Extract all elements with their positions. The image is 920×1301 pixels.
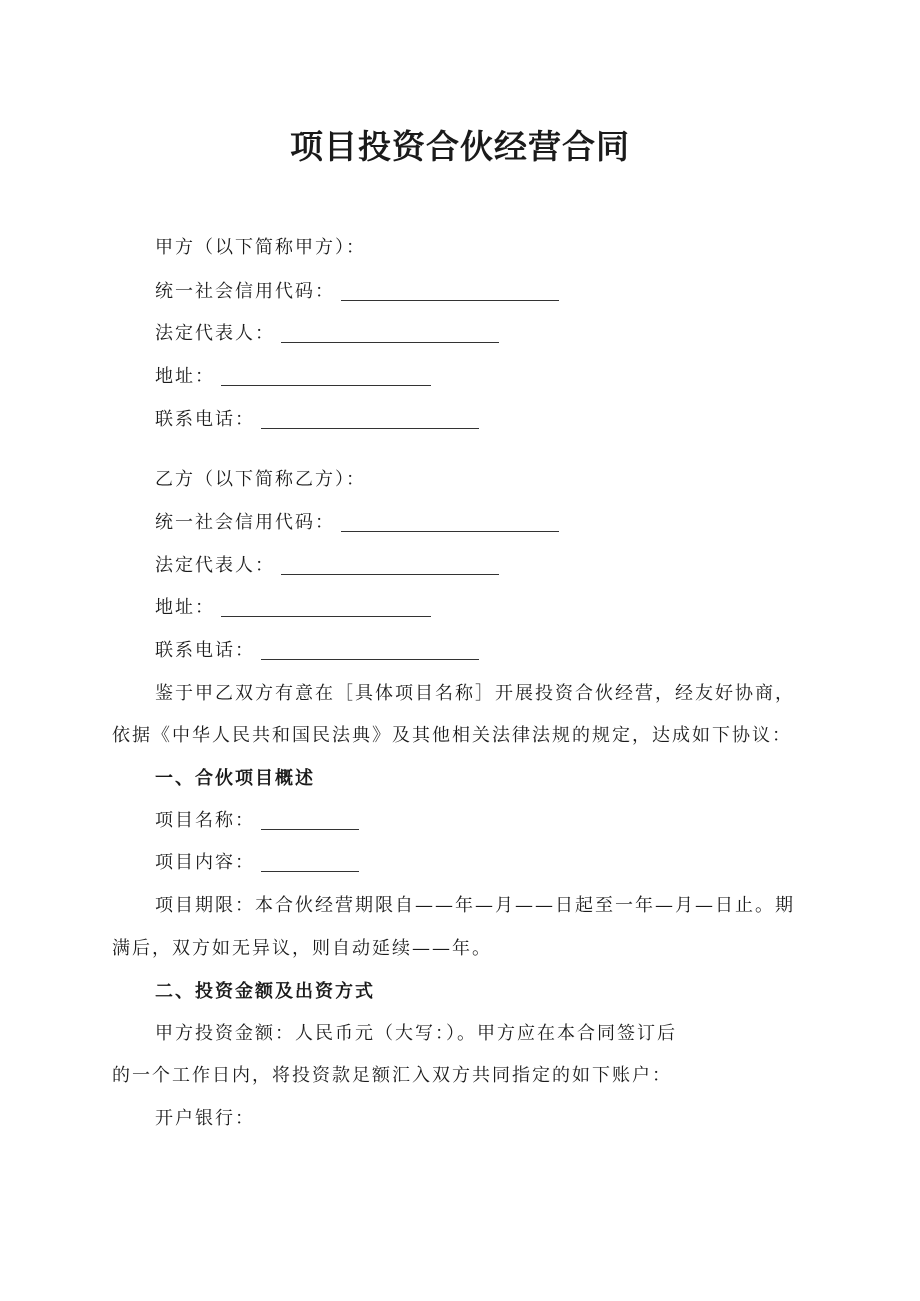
party-a-phone-blank[interactable] xyxy=(261,410,479,429)
section-2-heading: 二、投资金额及出资方式 xyxy=(155,981,375,1002)
project-term-line-2: 满后，双方如无异议，则自动延续——年。 xyxy=(112,938,492,959)
project-name-label: 项目名称： xyxy=(155,810,255,831)
party-b-phone-blank[interactable] xyxy=(261,641,479,660)
project-content-blank[interactable] xyxy=(261,853,359,872)
party-b-credit-code-blank[interactable] xyxy=(341,513,559,532)
party-b-address-blank[interactable] xyxy=(221,598,431,617)
party-a-phone-label: 联系电话： xyxy=(155,409,255,430)
preamble-line-1: 鉴于甲乙双方有意在［具体项目名称］开展投资合伙经营，经友好协商， xyxy=(155,683,795,704)
party-a-credit-code-blank[interactable] xyxy=(341,282,559,301)
project-content-label: 项目内容： xyxy=(155,852,255,873)
investment-amount-line-2: 的一个工作日内，将投资款足额汇入双方共同指定的如下账户： xyxy=(112,1065,672,1086)
party-b-address-label: 地址： xyxy=(155,597,215,618)
party-a-legal-rep-row xyxy=(155,322,499,346)
party-b-legal-rep-row xyxy=(155,554,499,578)
party-a-credit-code-row xyxy=(155,280,559,304)
party-a-address-label: 地址： xyxy=(155,366,215,387)
party-b-phone-label: 联系电话： xyxy=(155,640,255,661)
investment-amount-line-1: 甲方投资金额：人民币元（大写：）。甲方应在本合同签订后 xyxy=(155,1023,677,1044)
party-a-phone-row xyxy=(155,408,479,432)
project-content-row xyxy=(155,851,359,875)
party-a-legal-rep-label: 法定代表人： xyxy=(155,323,275,344)
section-1-heading: 一、合伙项目概述 xyxy=(155,768,315,789)
party-b-credit-code-label: 统一社会信用代码： xyxy=(155,512,335,533)
party-b-phone-row xyxy=(155,639,479,663)
party-b-credit-code-row xyxy=(155,511,559,535)
party-b-legal-rep-label: 法定代表人： xyxy=(155,555,275,576)
preamble-line-2: 依据《中华人民共和国民法典》及其他相关法律法规的规定，达成如下协议： xyxy=(112,725,792,746)
party-a-address-blank[interactable] xyxy=(221,367,431,386)
project-name-blank[interactable] xyxy=(261,811,359,830)
party-b-address-row xyxy=(155,596,431,620)
project-name-row xyxy=(155,809,359,833)
project-term-line-1: 项目期限：本合伙经营期限自——年—月——日起至一年—月—日止。期 xyxy=(155,895,795,916)
document-title: 项目投资合伙经营合同 xyxy=(290,127,630,166)
party-b-legal-rep-blank[interactable] xyxy=(281,556,499,575)
party-a-legal-rep-blank[interactable] xyxy=(281,324,499,343)
party-b-header: 乙方（以下简称乙方）： xyxy=(155,469,366,490)
bank-label: 开户银行： xyxy=(155,1108,255,1129)
party-a-address-row xyxy=(155,365,431,389)
party-a-header: 甲方（以下简称甲方）： xyxy=(155,237,366,258)
party-a-credit-code-label: 统一社会信用代码： xyxy=(155,281,335,302)
